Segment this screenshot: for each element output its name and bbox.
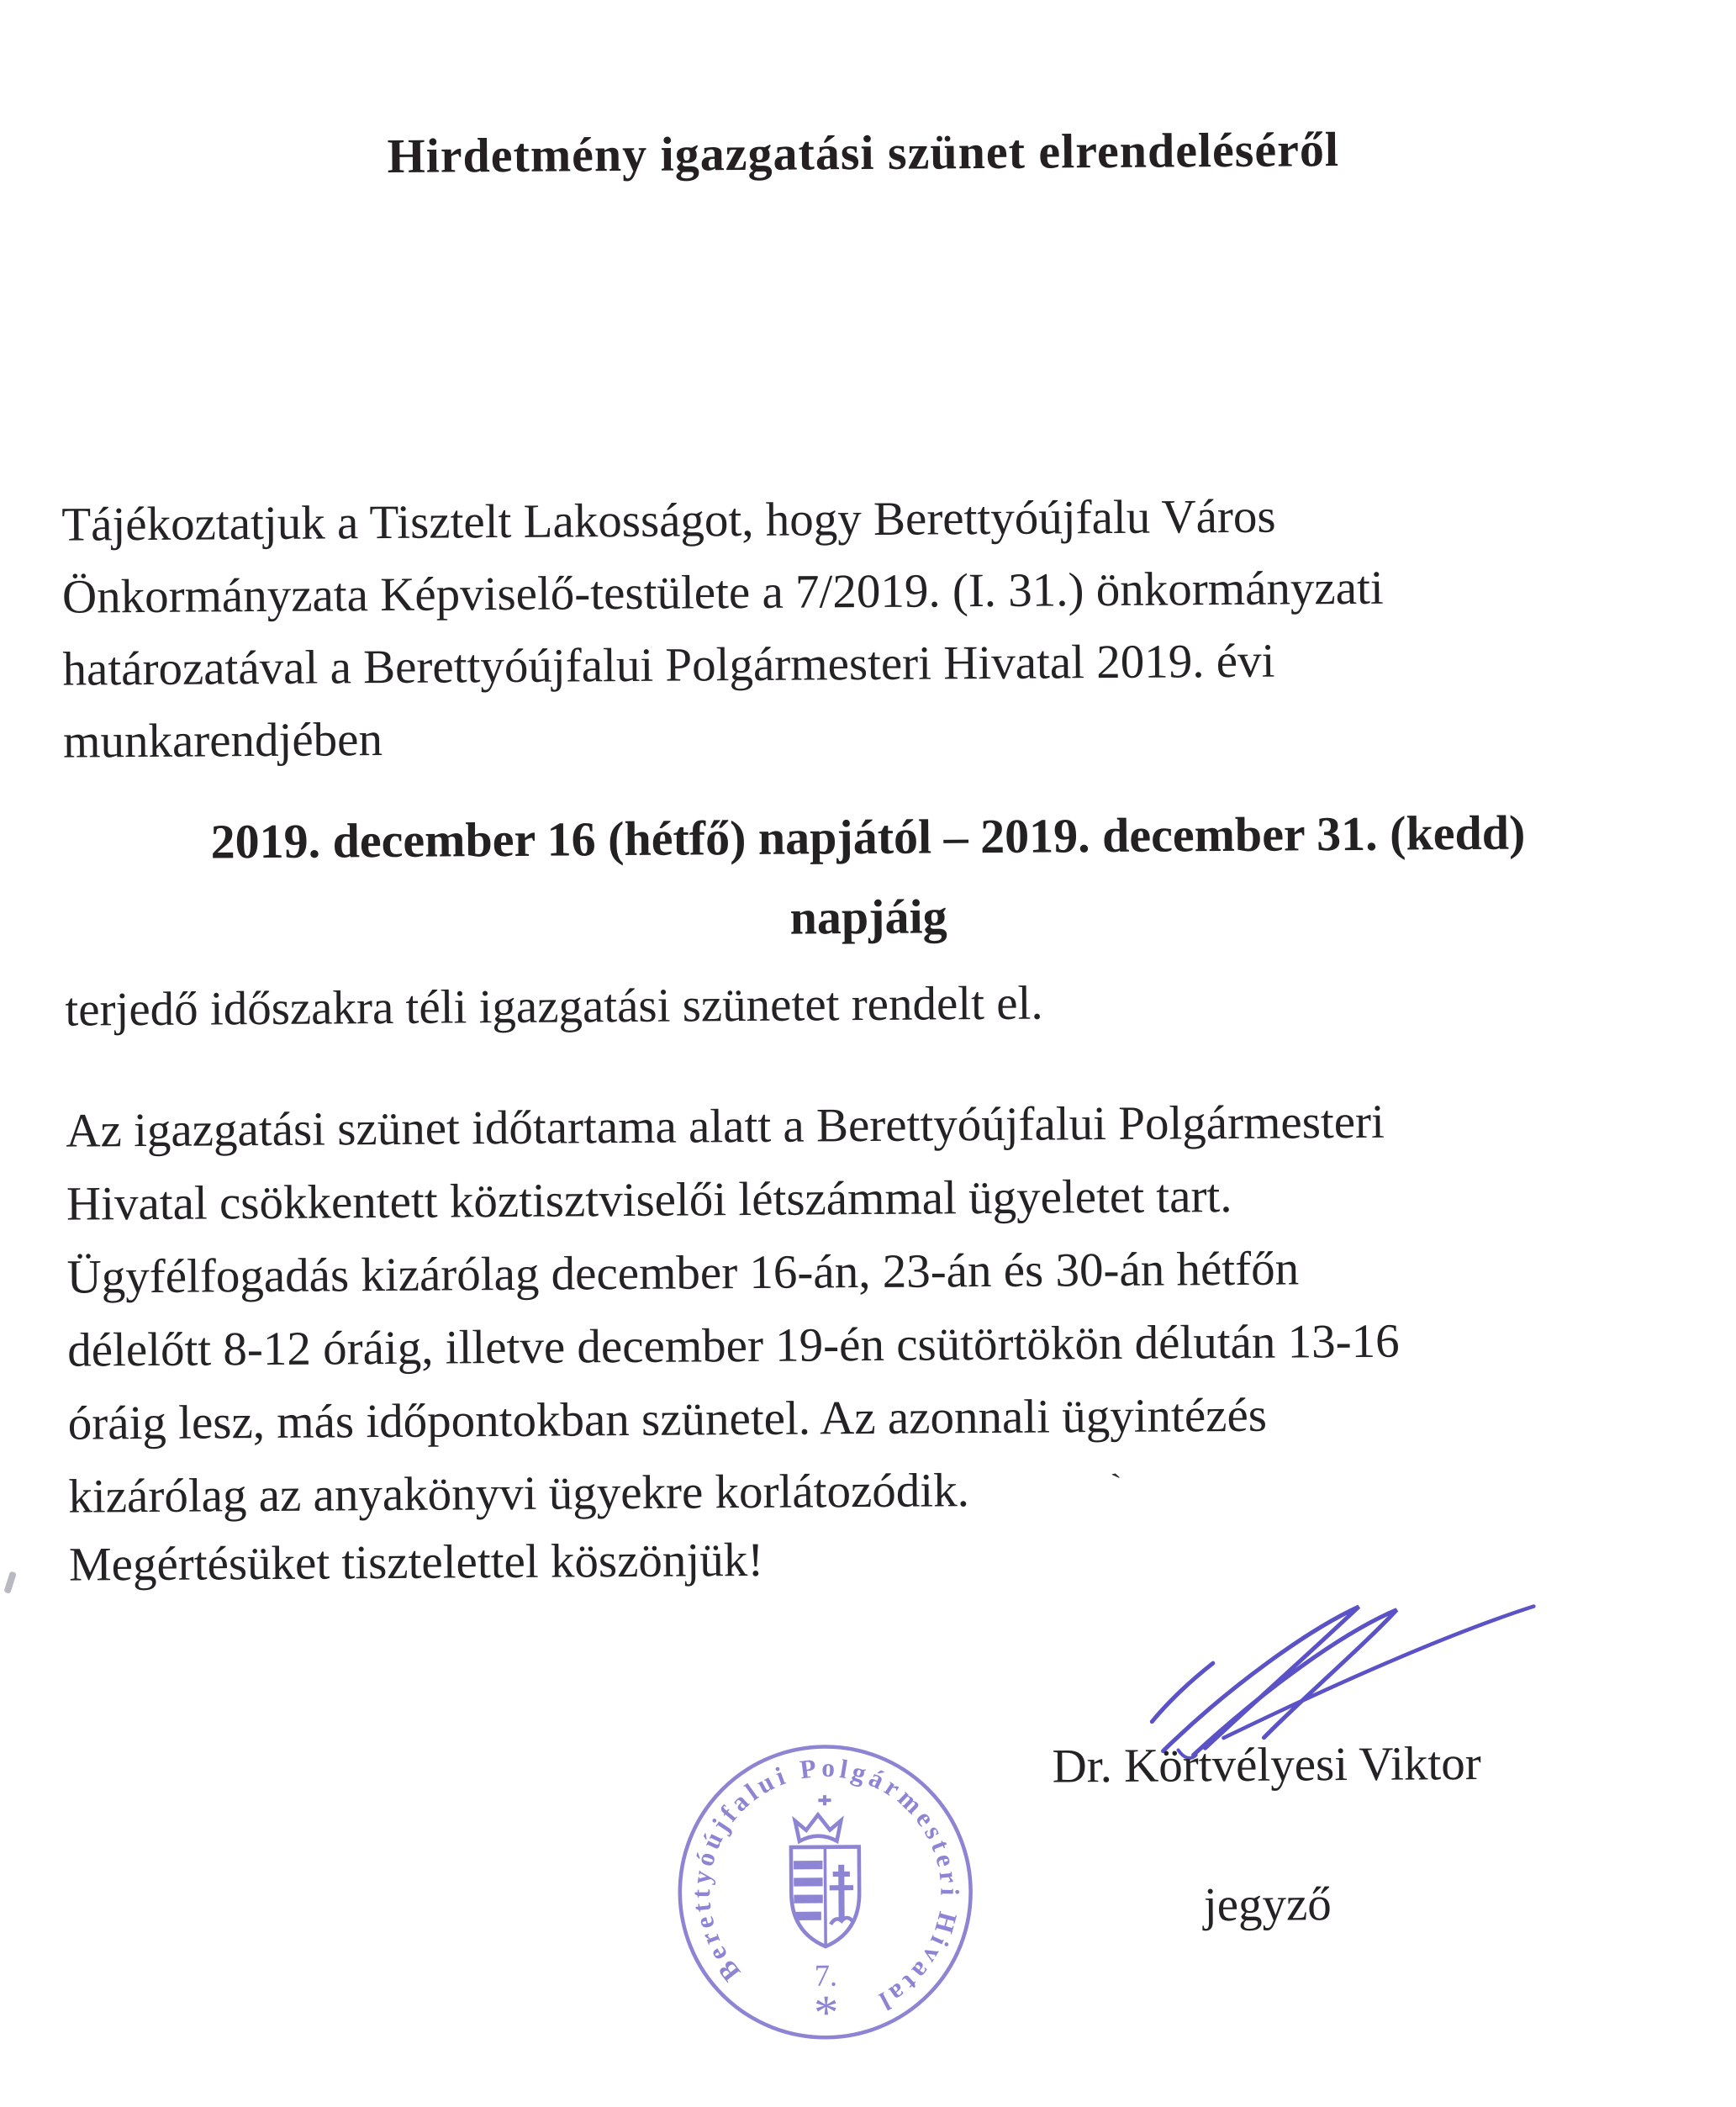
text-line: délelőtt 8-12 óráig, illetve december 19-én csütörtökön délután 13-16 [66,1314,1400,1377]
details-paragraph [66,1083,1691,1533]
text-line: Önkormányzata Képviselő-testülete a 7/2019. (I. 31.) önkormányzati [61,561,1384,624]
text-line: 2019. december 16 (hétfő) napjától – 2019. december 31. (kedd) [210,805,1526,869]
scan-artifact-mark: ˋ [1108,1465,1128,1505]
date-range-heading [34,791,1703,963]
text-line: Az igazgatási szünet időtartama alatt a Berettyóújfalui Polgármesteri [66,1095,1385,1158]
stamp-ring-text: Berettyóújfalui Polgármesteri Hivatal [686,1752,965,2019]
intro-paragraph [61,478,1685,778]
coat-of-arms-icon [790,1795,859,1947]
document-title: Hirdetmény igazgatási szünet elrendeléséről [387,122,1340,183]
stamp-star: * [813,1985,839,2041]
official-stamp [671,1738,979,2046]
text-line: határozatával a Berettyóújfalui Polgármesteri Hivatal 2019. évi [62,634,1275,696]
signature-block [1000,1738,1533,1933]
text-line: munkarendjében [62,713,383,768]
stamp-number: 7. [814,1958,838,1993]
signature-image [1105,1591,1547,1762]
scan-speck [3,1571,16,1594]
text-line: kizárólag az anyakönyvi ügyekre korlátozódik. [68,1464,970,1523]
signer-role: jegyző [1203,1877,1332,1932]
period-line: terjedő időszakra téli igazgatási szünetet rendelt el. [65,976,1043,1037]
signer-name: Dr. Körtvélyesi Viktor [1052,1736,1481,1793]
text-line: Hivatal csökkentett köztisztviselői létszámmal ügyeletet tart. [66,1169,1232,1231]
text-line: Tájékoztatjuk a Tisztelt Lakosságot, hogy Berettyóújfalu Város [61,489,1276,552]
text-line: Ügyfélfogadás kizárólag december 16-án, 23-án és 30-án hétfőn [66,1242,1300,1304]
thanks-line: Megértésüket tisztelettel köszönjük! [68,1533,764,1592]
text-line: óráig lesz, más időpontokban szünetel. Az azonnali ügyintézés [67,1388,1268,1450]
text-line: napjáig [789,889,947,945]
